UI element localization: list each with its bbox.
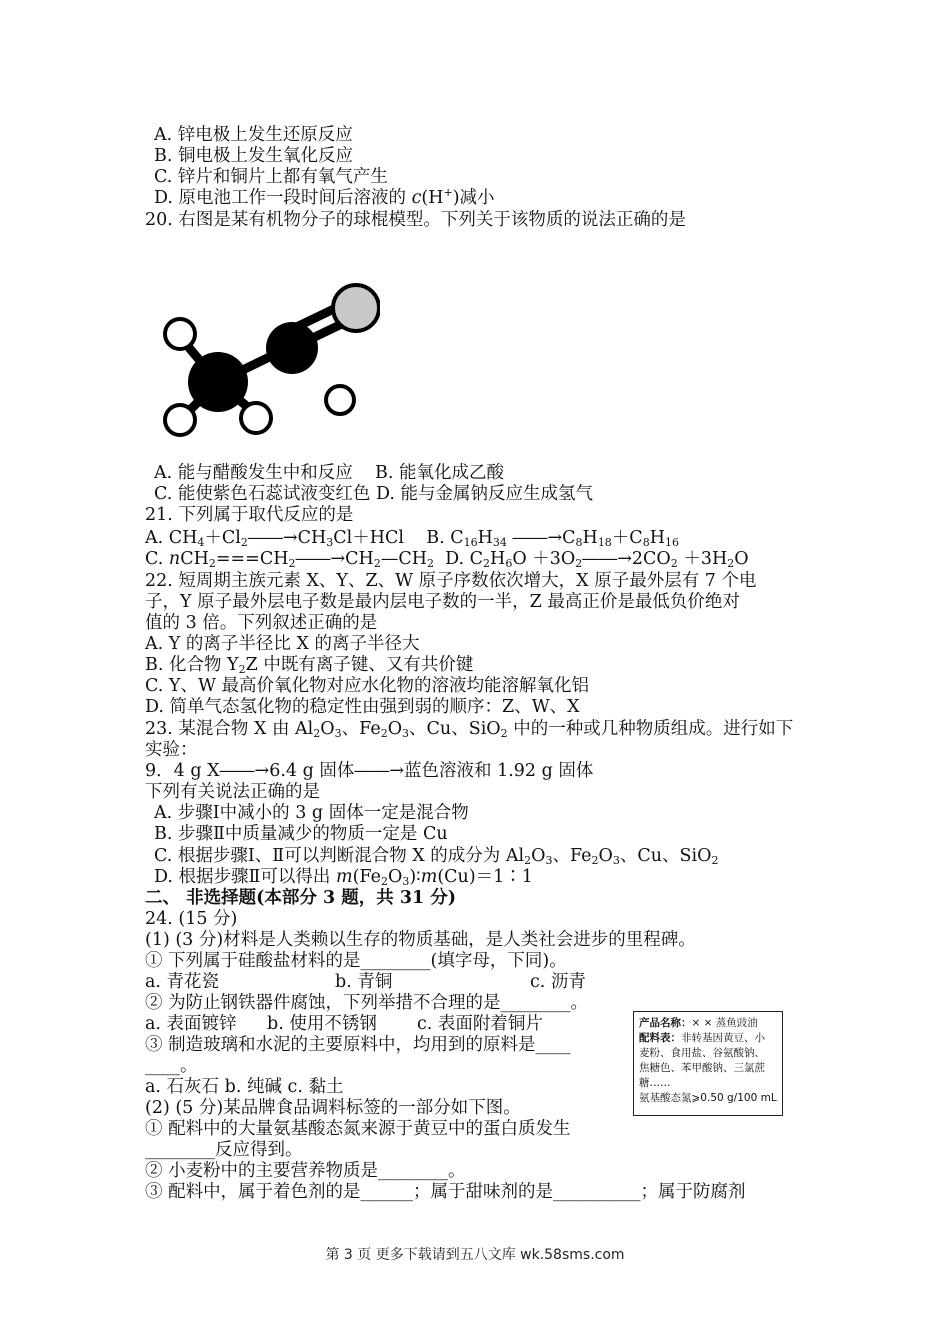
q24-part1-q3: ③ 制造玻璃和水泥的主要原料中，均用到的原料是____ bbox=[145, 1035, 571, 1055]
q22-stem-line-1: 22. 短周期主族元素 X、Y、Z、W 原子序数依次增大，X 原子最外层有 7 个电 bbox=[145, 571, 757, 591]
page-footer: 第 3 页 更多下载请到五八文库 wk.58sms.com bbox=[325, 1247, 625, 1263]
food-label-box bbox=[633, 1011, 783, 1116]
q24-part1-q1-options: a. 青花瓷 b. 青铜 c. 沥青 bbox=[145, 972, 586, 992]
q24-part2-q2: ② 小麦粉中的主要营养物质是________。 bbox=[145, 1161, 466, 1181]
q19-option-a: A. 锌电极上发生还原反应 bbox=[154, 125, 353, 145]
q23-stem-line-1: 23. 某混合物 X 由 $Al_2O_3$、$Fe_2O_3$、Cu、SiO$_2$ 中的一种或几种物质组成。进行如下 bbox=[145, 719, 794, 740]
q21-stem: 21. 下列属于取代反应的是 bbox=[145, 505, 354, 525]
q24-part1-q2-options: a. 表面镀锌 b. 使用不锈钢 c. 表面附着铜片 bbox=[145, 1014, 543, 1034]
food-label-ingredients-2: 麦粉、食用盐、谷氨酸钠、 bbox=[639, 1047, 765, 1059]
q24-part2-q1-blank: ________反应得到。 bbox=[145, 1140, 303, 1160]
hydrogen-atom bbox=[326, 386, 354, 414]
q23-stem-line-2: 实验： bbox=[145, 740, 198, 760]
q20-options-cd: C. 能使紫色石蕊试液变红色 D. 能与金属钠反应生成氢气 bbox=[154, 484, 594, 504]
hydrogen-atom bbox=[165, 319, 195, 349]
q24-part1-stem: (1) (3 分)材料是人类赖以生存的物质基础，是人类社会进步的里程碑。 bbox=[145, 930, 696, 950]
carbon-atom bbox=[188, 352, 248, 412]
q24-part2-stem: (2) (5 分)某品牌食品调料标签的一部分如下图。 bbox=[145, 1098, 521, 1118]
q22-option-a: A. Y 的离子半径比 X 的离子半径大 bbox=[145, 634, 420, 654]
q19-option-d: D. 原电池工作一段时间后溶液的 c(H+)减小 bbox=[154, 186, 495, 208]
q24-part1-q3-blank: ____。 bbox=[145, 1056, 198, 1076]
q24-title: 24. (15 分) bbox=[145, 909, 238, 929]
food-label-ingredients-4: 糖…… bbox=[639, 1077, 671, 1089]
q24-part2-q1: ① 配料中的大量氨基酸态氮来源于黄豆中的蛋白质发生 bbox=[145, 1119, 571, 1139]
carbon-atom bbox=[266, 322, 318, 374]
q22-option-c: C. Y、W 最高价氧化物对应水化物的溶液均能溶解氧化铝 bbox=[145, 676, 589, 696]
ball-and-stick-model-figure bbox=[160, 282, 380, 447]
q22-stem-line-2: 子，Y 原子最外层电子数是最内层电子数的一半，Z 最高正价是最低负价绝对 bbox=[145, 592, 740, 612]
q22-stem-line-3: 值的 3 倍。下列叙述正确的是 bbox=[145, 613, 378, 633]
hydrogen-atom bbox=[165, 405, 195, 435]
q24-part1-q1: ① 下列属于硅酸盐材料的是________(填字母，下同)。 bbox=[145, 951, 567, 971]
q24-part2-q3: ③ 配料中，属于着色剂的是______；属于甜味剂的是__________；属于防腐剂 bbox=[145, 1182, 746, 1202]
q23-stem-line-4: 下列有关说法正确的是 bbox=[145, 782, 320, 802]
food-label-ingredients-3: 焦糖色、苯甲酸钠、三氯蔗 bbox=[639, 1062, 765, 1074]
q19-option-c: C. 锌片和铜片上都有氧气产生 bbox=[154, 167, 388, 187]
hydrogen-atom bbox=[241, 403, 271, 433]
q21-options-cd: C. $nCH_2===CH_2――\to CH_2—CH_2$ D. $C_2H_6O$ $+3O_2――\to 2CO_2 +3H_2O$ bbox=[145, 549, 749, 570]
q23-option-d: D. 根据步骤Ⅱ可以得出 $m(Fe_2O_3)∶m(Cu)=1∶1$ bbox=[154, 867, 533, 888]
q23-experiment-flow: 9．4 g X――→6.4 g 固体――→蓝色溶液和 1.92 g 固体 bbox=[145, 761, 594, 781]
food-label-name: 产品名称：× × 蒸鱼豉油 bbox=[639, 1017, 758, 1029]
q24-part1-q3-options: a. 石灰石 b. 纯碱 c. 黏土 bbox=[145, 1077, 344, 1097]
q21-options-ab: A. $CH_4+Cl_2――\to CH_3Cl+HCl$ B. $C_{16}H_{34}$ $――\to C_8H_{18}+C_8H_{16}$ bbox=[145, 528, 679, 549]
q19-option-b: B. 铜电极上发生氧化反应 bbox=[154, 146, 353, 166]
section-heading: 二、 非选择题(本部分 3 题，共 31 分) bbox=[145, 888, 457, 908]
q20-stem: 20. 右图是某有机物分子的球棍模型。下列关于该物质的说法正确的是 bbox=[145, 210, 686, 230]
q24-part1-q2: ② 为防止钢铁器件腐蚀，下列举措不合理的是________。 bbox=[145, 993, 589, 1013]
oxygen-atom bbox=[333, 285, 379, 331]
q23-option-a: A. 步骤Ⅰ中减小的 3 g 固体一定是混合物 bbox=[154, 803, 469, 823]
q20-options-ab: A. 能与醋酸发生中和反应 B. 能氧化成乙酸 bbox=[154, 463, 505, 483]
q22-option-b: B. 化合物 $Y_2Z$ 中既有离子键、又有共价键 bbox=[145, 655, 474, 676]
q23-option-c: C. 根据步骤Ⅰ、Ⅱ可以判断混合物 X 的成分为 $Al_2O_3$、$Fe_2O_3$、Cu、SiO$_2$ bbox=[154, 846, 719, 867]
food-label-ingredients: 配料表：非转基因黄豆、小 bbox=[639, 1032, 765, 1044]
food-label-nitrogen: 氨基酸态氮⩾0.50 g/100 mL bbox=[639, 1092, 777, 1104]
q22-option-d: D. 简单气态氢化物的稳定性由强到弱的顺序：Z、W、X bbox=[145, 697, 580, 717]
q23-option-b: B. 步骤Ⅱ中质量减少的物质一定是 Cu bbox=[154, 824, 448, 844]
